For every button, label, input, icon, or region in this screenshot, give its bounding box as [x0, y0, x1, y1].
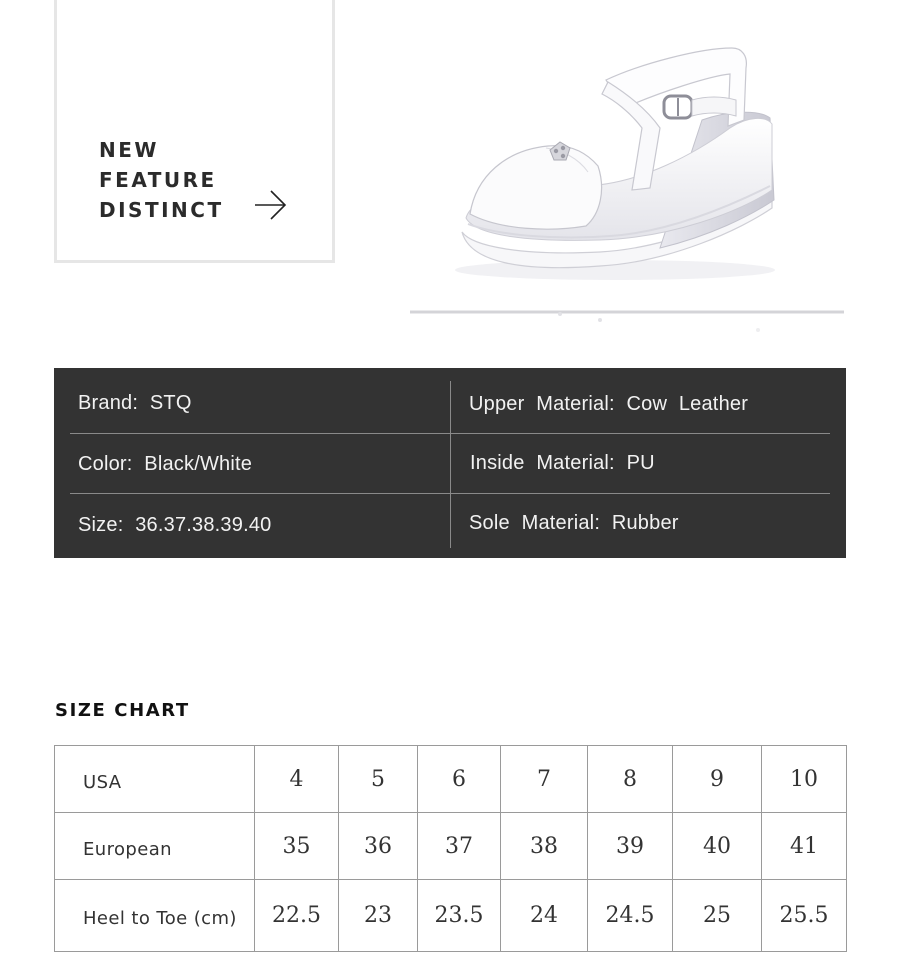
spec-inside-material: Inside Material: PU — [470, 452, 655, 474]
spec-brand: Brand: STQ — [78, 392, 192, 414]
table-cell: 24.5 — [588, 880, 673, 952]
table-row — [55, 880, 847, 952]
table-cell: 22.5 — [255, 880, 339, 952]
size-chart-table — [54, 745, 847, 952]
row-label-heel-to-toe: Heel to Toe (cm) — [55, 880, 255, 952]
table-cell: 4 — [255, 746, 339, 813]
spec-panel — [54, 368, 846, 558]
row-label-european: European — [55, 813, 255, 880]
table-cell: 23.5 — [418, 880, 501, 952]
table-cell: 8 — [588, 746, 673, 813]
spec-size: Size: 36.37.38.39.40 — [78, 514, 272, 536]
table-cell: 41 — [762, 813, 847, 880]
table-cell: 23 — [339, 880, 418, 952]
table-cell: 5 — [339, 746, 418, 813]
spec-sole-material: Sole Material: Rubber — [469, 512, 679, 534]
feature-text — [99, 135, 224, 225]
table-cell: 10 — [762, 746, 847, 813]
table-cell: 25 — [673, 880, 762, 952]
table-cell: 24 — [501, 880, 588, 952]
table-cell: 39 — [588, 813, 673, 880]
spec-color: Color: Black/White — [78, 453, 253, 475]
table-cell: 40 — [673, 813, 762, 880]
table-cell: 6 — [418, 746, 501, 813]
sandal-product-image — [410, 0, 844, 340]
spec-divider-horizontal — [70, 433, 830, 434]
feature-line-3: DISTINCT — [99, 198, 224, 222]
table-cell: 35 — [255, 813, 339, 880]
table-cell: 25.5 — [762, 880, 847, 952]
table-cell: 7 — [501, 746, 588, 813]
table-cell: 37 — [418, 813, 501, 880]
feature-card[interactable] — [54, 0, 335, 263]
table-cell: 9 — [673, 746, 762, 813]
table-cell: 38 — [501, 813, 588, 880]
feature-line-2: FEATURE — [99, 168, 217, 192]
spec-upper-material: Upper Material: Cow Leather — [469, 393, 749, 415]
spec-divider-vertical — [450, 381, 451, 548]
arrow-right-icon[interactable] — [253, 189, 289, 221]
row-label-usa: USA — [55, 746, 255, 813]
table-row — [55, 813, 847, 880]
table-row — [55, 746, 847, 813]
size-chart-title: SIZE CHART — [55, 700, 190, 721]
table-cell: 36 — [339, 813, 418, 880]
feature-line-1: NEW — [99, 138, 159, 162]
spec-divider-horizontal — [70, 493, 830, 494]
